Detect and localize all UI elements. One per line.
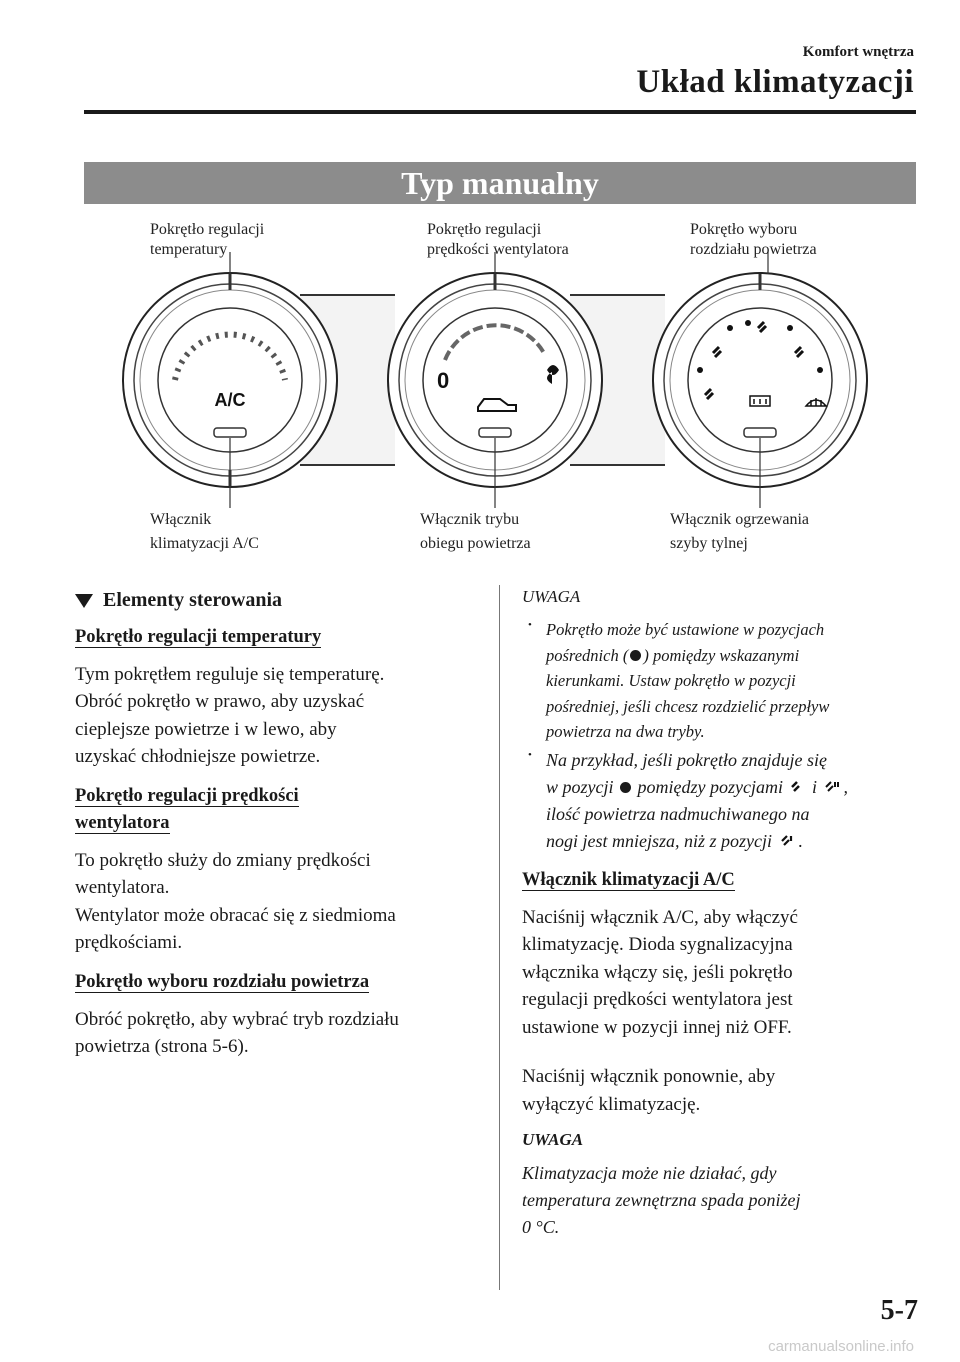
watermark: carmanualsonline.info [768,1338,914,1355]
controls-heading: Elementy sterowania [75,589,480,612]
note-bullet-1: • Pokrętło może być ustawione w pozycjach pośrednich ( ) pomiędzy wskazanymi kierunkami. Ustaw pokrętło w pozycji pośredniej, jeśli chcesz rozdzielić przepływ powietrza na dwa tryby. [522,617,922,745]
note-heading-2: UWAGA [522,1130,584,1150]
triangle-bullet-icon [75,594,93,608]
right-column [522,585,922,1241]
callout-temperature-knob: Pokrętło regulacji temperatury [150,221,265,258]
climate-control-diagram [0,210,960,570]
paragraph-gap [522,1041,922,1063]
dist-knob-subheading-wrap [75,969,480,996]
floor-defrost-icon [823,779,841,795]
page-number: 5-7 [880,1295,918,1326]
header-section-title: Komfort wnętrza [802,44,914,60]
dist-knob-body: Obróć pokrętło, aby wybrać tryb rozdziału powietrza (strona 5-6). [75,1008,399,1058]
ac-switch-subheading-wrap [522,867,922,894]
dot-icon [620,782,631,793]
callout-air-distribution-knob: Pokrętło wyboru rozdziału powietrza [690,221,817,258]
ac-label: A/C [214,390,246,410]
temp-knob-subheading-wrap [75,624,480,651]
section-banner: Typ manualny [84,162,916,204]
fan-knob-subheading-2: wentylatora [75,812,170,833]
callout-recirculation-switch: Włącznik trybu obiegu powietrza [420,511,531,552]
temp-knob-subheading: Pokrętło regulacji temperatury [75,627,322,647]
fan-knob-body: To pokrętło służy do zmiany prędkości wentylatora. Wentylator może obracać się z siedmioma prędkościami. [75,849,396,954]
note-block-1 [522,617,922,855]
floor-vent-icon [779,833,797,849]
note-bullet-2: • Na przykład, jeśli pokrętło znajduje się w pozycji pomiędzy pozycjami i , ilość powietrza nadmuchiwanego na nogi jest mniejsza, niż z pozycji . [522,747,922,855]
fan-knob-subheading-1: Pokrętło regulacji prędkości [75,786,299,806]
fan-knob-subheading-wrap [75,783,480,837]
callout-fan-speed-knob: Pokrętło regulacji prędkości wentylatora [427,221,569,258]
header-chapter-title: Układ klimatyzacji [636,64,914,100]
temp-knob-body: Tym pokrętłem reguluje się temperaturę. Obróć pokrętło w prawo, aby uzyskać cieplejsze powietrze i w lewo, aby uzyskać chłodniejsze powietrze. [75,663,385,768]
fan-off-label: 0 [437,368,450,393]
ac-switch-body: Naciśnij włącznik A/C, aby włączyć klimatyzację. Dioda sygnalizacyjna włącznika włączy się, jeśli pokrętło regulacji prędkości wentylatora jest ustawione w pozycji innej niż OFF. Naciśnij włącznik ponownie, aby wyłączyć klimatyzację. [522,904,922,1119]
floor-vent-icon [789,779,805,795]
callout-rear-defroster-switch: Włącznik ogrzewania szyby tylnej [670,511,810,552]
note-block-2: Klimatyzacja może nie działać, gdy temperatura zewnętrzna spada poniżej 0 °C. [522,1163,801,1238]
left-column [75,585,480,1067]
note-heading-1: UWAGA [522,587,581,606]
header-rule [84,110,916,114]
dot-icon [630,650,641,661]
dist-knob-subheading: Pokrętło wyboru rozdziału powietrza [75,971,370,992]
ac-switch-subheading: Włącznik klimatyzacji A/C [522,869,735,890]
column-divider [499,585,500,1290]
callout-ac-switch: Włącznik klimatyzacji A/C [150,511,259,552]
